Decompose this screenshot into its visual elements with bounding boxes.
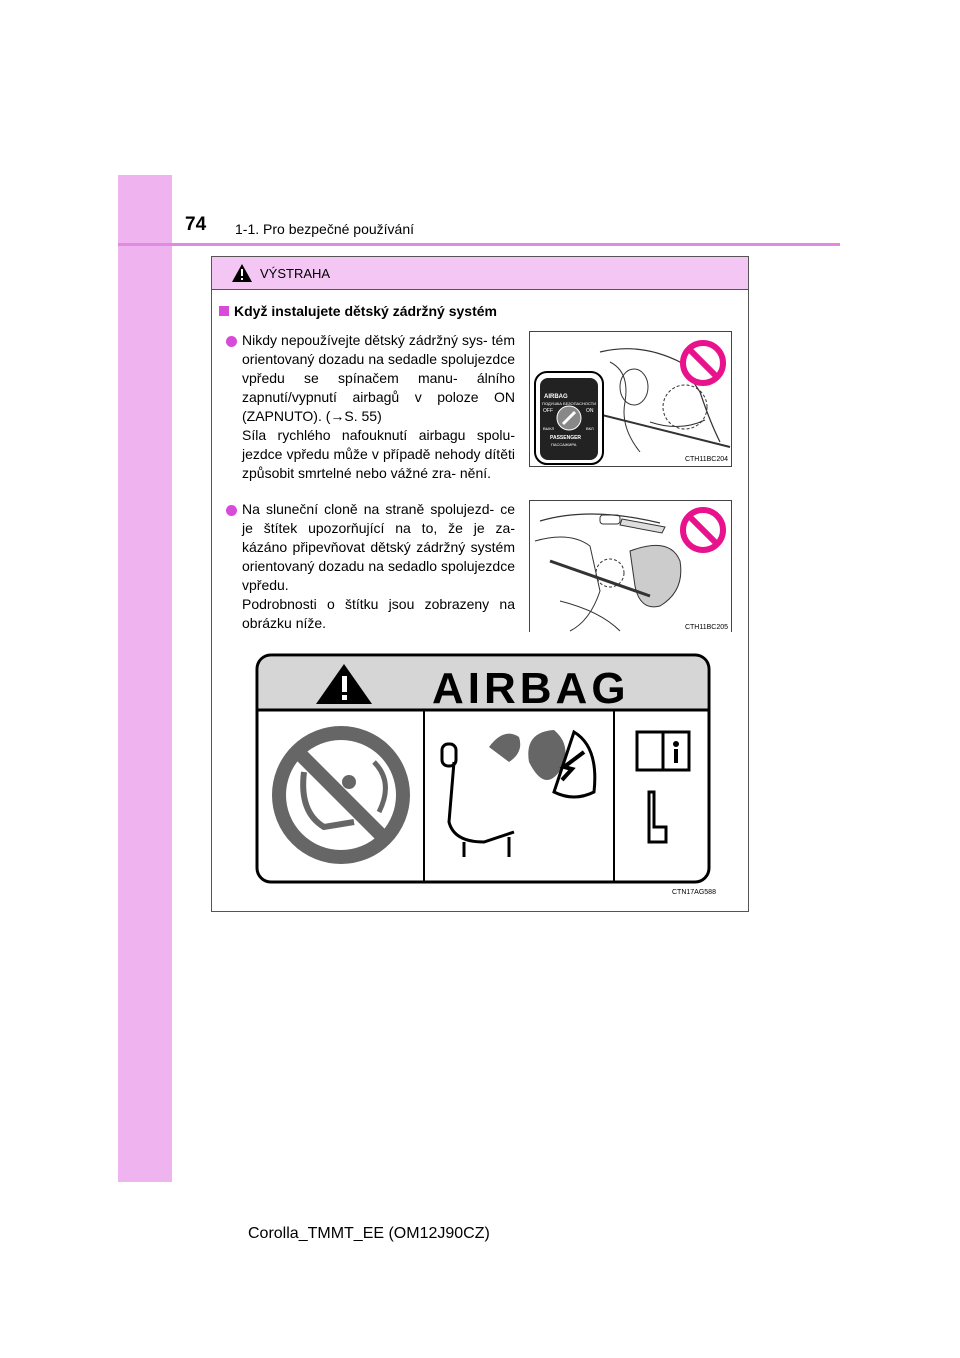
bullet-1-para-1: Nikdy nepoužívejte dětský zádržný sys- tém orientovaný dozadu na sedadle spolujezdce vpředu se spínačem manu- álního zapnutí/vypnutí airbagů v poloze ON (ZAPNUTO). (→S. 55) [242, 332, 515, 424]
switch-on-label: ON [586, 408, 594, 414]
switch-off-label: OFF [543, 408, 553, 414]
figure-1-code: CTH11BC204 [684, 456, 728, 463]
sun-visor-illustration [529, 500, 732, 632]
prohibited-icon [678, 505, 728, 555]
bullet-2-text [242, 500, 515, 633]
page-number: 74 [185, 214, 207, 235]
section-title: 1-1. Pro bezpečné používání [235, 221, 415, 237]
airbag-warning-label [254, 652, 716, 896]
bullet-icon [226, 505, 237, 516]
bullet-1-text [242, 331, 515, 483]
bullet-2-para-2: Podrobnosti o štítku jsou zobrazeny na obrázku níže. [242, 596, 515, 631]
page-sidebar-tab [118, 175, 172, 1182]
bullet-icon [226, 336, 237, 347]
figure-3-code: CTN17AG588 [672, 889, 716, 896]
switch-on-ru-label: ВКЛ [586, 426, 594, 431]
figure-2-code: CTH11BC205 [684, 624, 728, 631]
warning-box [211, 256, 749, 912]
prohibited-icon [678, 338, 728, 388]
footer-doc-id: Corolla_TMMT_EE (OM12J90CZ) [248, 1225, 490, 1242]
bullet-1-para-2: Síla rychlého nafouknutí airbagu spolu- jezdce vpředu může v případě nehody dítěti způsobit smrtelné nebo vážné zra- nění. [242, 427, 515, 481]
warning-subhead [219, 303, 497, 319]
switch-panel-subtitle: ПОДУШКА БЕЗОПАСНОСТИ [542, 401, 597, 406]
warning-header [212, 257, 748, 290]
switch-passenger-ru-label: ПАССАЖИРА [551, 442, 577, 447]
square-bullet-icon [219, 306, 229, 316]
bullet-2-para-1: Na sluneční cloně na straně spolujezd- ce je štítek upozorňující na to, že je za- kázáno připevňovat dětský zádržný systém orientovaný dozadu na sedadlo spolujezdce vpředu. [242, 501, 515, 593]
switch-off-ru-label: ВЫКЛ [543, 426, 555, 431]
switch-passenger-label: PASSENGER [550, 435, 582, 441]
warning-title: VÝSTRAHA [260, 266, 331, 281]
warning-triangle-icon [231, 263, 253, 283]
header-rule [118, 243, 840, 246]
airbag-label-title: AIRBAG [432, 664, 630, 713]
airbag-switch-illustration [529, 331, 732, 467]
switch-panel-title: AIRBAG [544, 394, 568, 400]
subhead-text: Když instalujete dětský zádržný systém [234, 303, 497, 319]
